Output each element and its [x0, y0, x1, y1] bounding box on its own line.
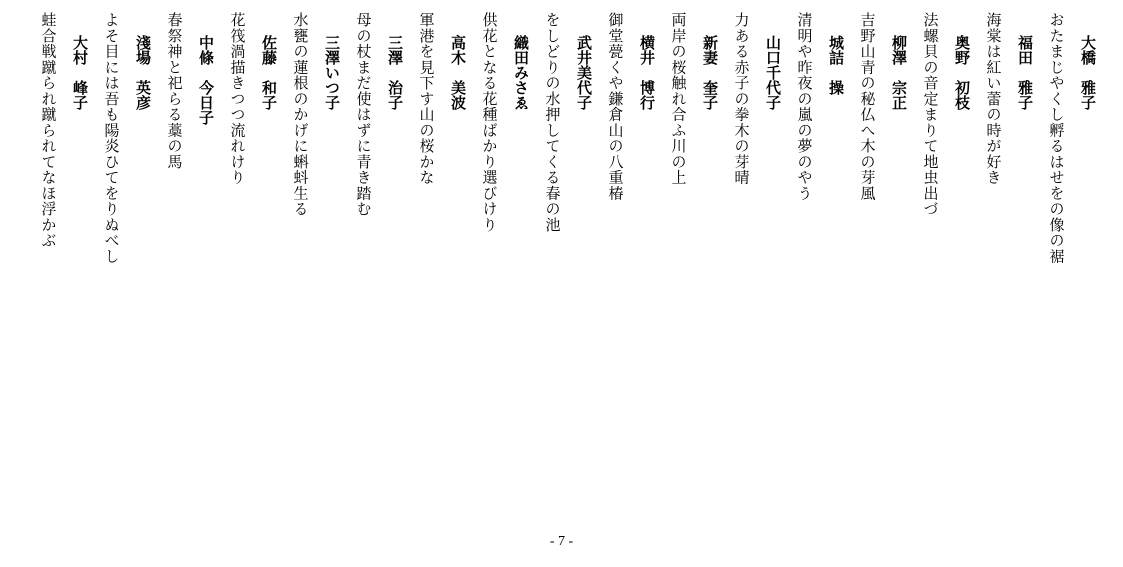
author-name: 織田みさゑ — [512, 34, 530, 110]
page-number: - 7 - — [549, 534, 574, 549]
haiku-entry — [158, 12, 221, 512]
haiku-text: 法螺貝の音定まりて地虫出づ — [921, 12, 940, 217]
author-name: 柳澤 宗正 — [890, 34, 908, 110]
author-name: 武井美代子 — [575, 34, 593, 110]
author-name: 佐藤 和子 — [260, 34, 278, 110]
haiku-entry — [662, 12, 725, 512]
author-name: 新妻 奎子 — [701, 34, 719, 110]
haiku-entry — [95, 12, 158, 512]
author-name: 横井 博行 — [638, 34, 656, 110]
haiku-text: 御堂甍くや鎌倉山の八重椿 — [606, 12, 625, 201]
haiku-entry — [599, 12, 662, 512]
author-name: 高木 美波 — [449, 34, 467, 110]
haiku-entry — [410, 12, 473, 512]
haiku-text: 力ある赤子の拳木の芽晴 — [732, 12, 751, 186]
author-name: 奥野 初枝 — [953, 34, 971, 110]
haiku-entry — [32, 12, 95, 512]
author-name: 三澤いつ子 — [323, 34, 341, 110]
author-name: 福田 雅子 — [1016, 34, 1034, 110]
haiku-text: 花筏渦描きつつ流れけり — [228, 12, 247, 186]
haiku-entry — [977, 12, 1040, 512]
haiku-text: よそ目には吾も陽炎ひてをりぬべし — [102, 12, 121, 264]
haiku-entry — [914, 12, 977, 512]
author-name: 大村 峰子 — [71, 34, 89, 110]
haiku-entry — [347, 12, 410, 512]
author-name: 三澤 治子 — [386, 34, 404, 110]
haiku-text: 蛙合戦蹴られ蹴られてなほ浮かぶ — [39, 12, 58, 249]
haiku-entry — [725, 12, 788, 512]
haiku-entry — [284, 12, 347, 512]
haiku-text: 海棠は紅い蕾の時が好き — [984, 12, 1003, 186]
haiku-text: 母の杖まだ使はずに青き踏む — [354, 12, 373, 217]
haiku-text: 両岸の桜触れ合ふ川の上 — [669, 12, 688, 186]
haiku-entry — [473, 12, 536, 512]
haiku-text: おたまじやくし孵るはせをの像の裾 — [1047, 12, 1066, 264]
haiku-entry — [788, 12, 851, 512]
haiku-text: 清明や昨夜の嵐の夢のやう — [795, 12, 814, 201]
haiku-entry — [221, 12, 284, 512]
haiku-columns — [32, 12, 1103, 512]
haiku-entry — [1040, 12, 1103, 512]
author-name: 城詰 操 — [827, 34, 845, 95]
author-name: 大橋 雅子 — [1079, 34, 1097, 110]
haiku-entry — [536, 12, 599, 512]
author-name: 中條 今日子 — [197, 34, 215, 125]
haiku-text: 吉野山青の秘仏へ木の芽風 — [858, 12, 877, 201]
haiku-text: 供花となる花種ばかり選びけり — [480, 12, 499, 233]
author-name: 山口千代子 — [764, 34, 782, 110]
haiku-text: 春祭神と祀らる藁の馬 — [165, 12, 184, 170]
haiku-text: 水甕の蓮根のかげに蝌蚪生る — [291, 12, 310, 217]
haiku-text: をしどりの水押してくる春の池 — [543, 12, 562, 233]
haiku-text: 軍港を見下す山の桜かな — [417, 12, 436, 186]
author-name: 淺場 英彦 — [134, 34, 152, 110]
haiku-entry — [851, 12, 914, 512]
